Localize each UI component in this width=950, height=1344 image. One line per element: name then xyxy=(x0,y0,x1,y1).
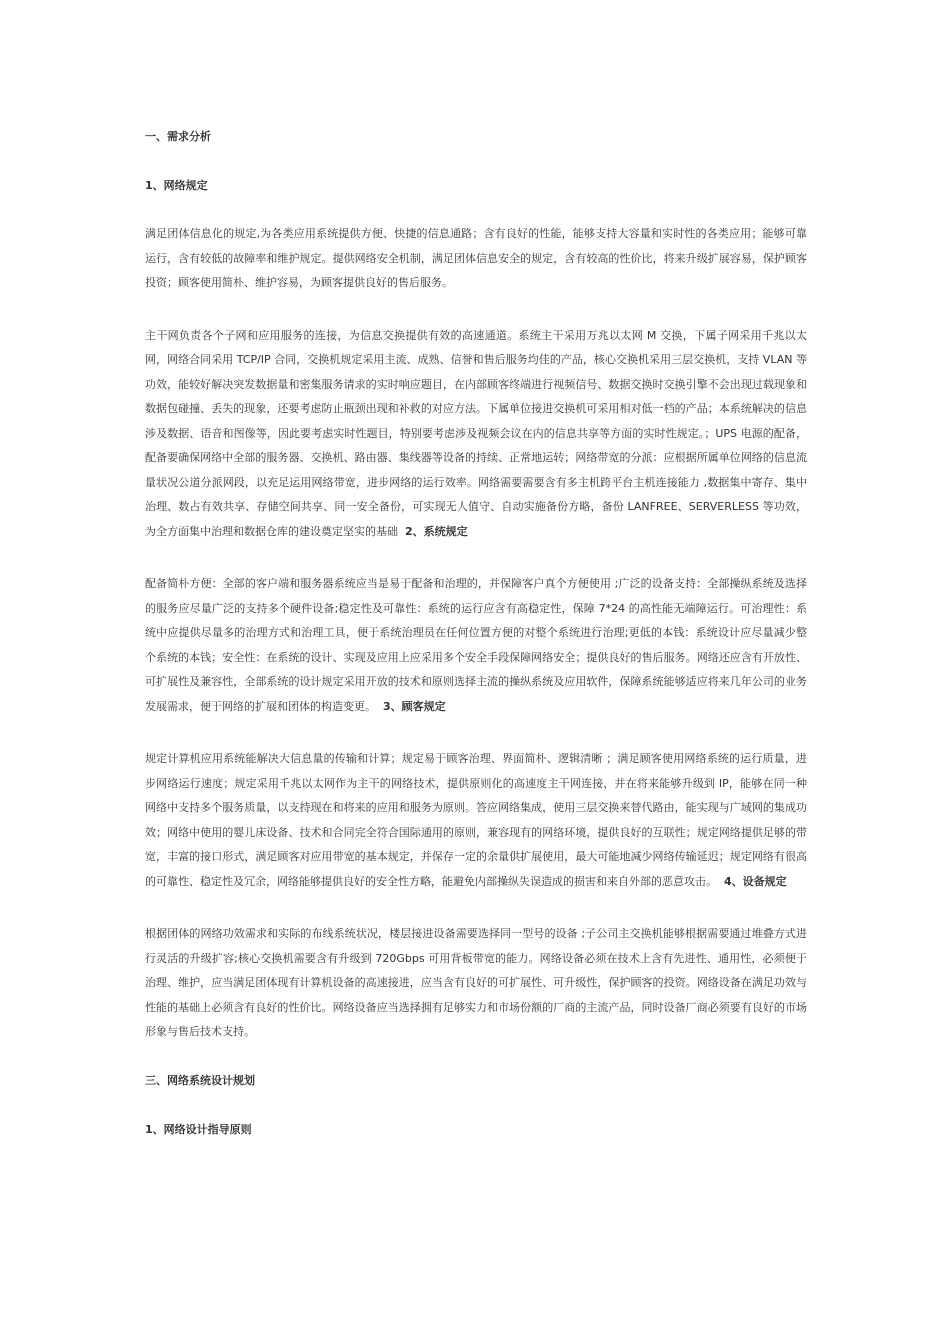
paragraph-customer xyxy=(145,747,807,894)
subheading-system-requirements: 2、系统规定 xyxy=(405,524,468,538)
paragraph-customer-text: 规定计算机应用系统能解决大信息量的传输和计算；规定易于顾客治理、界面简朴、逻辑清晰 ；满足顾客使用网络系统的运行质量，进步网络运行速度；规定采用千兆以太网作为主干的网络技术，提供原则化的高速度主干网连接，并在将来能够升级到 IP，能够在同一种网络中支持多个服务质量，以支持现在和将来的应用和服务为原则。答应网络集成，使用三层交换来替代路由，能实现与广域网的集成功效；网络中使用的婴儿床设备、技术和合同完全符合国际通用的原则，兼容现有的网络环境，提供良好的互联性；规定网络提供足够的带宽，丰富的接口形式，满足顾客对应用带宽的基本规定，并保存一定的余量供扩展使用，最大可能地减少网络传输延迟；规定网络有很高的可靠性、稳定性及冗余，网络能够提供良好的安全性方略，能避免内部操纵失误造成的损害和来自外部的恶意攻击。 xyxy=(145,752,807,888)
section-heading-network-design: 三、网络系统设计规划 xyxy=(145,1073,255,1087)
paragraph-network-overview: 满足团体信息化的规定,为各类应用系统提供方便、快捷的信息通路；含有良好的性能，能够支持大容量和实时性的各类应用；能够可靠运行，含有较低的故障率和维护规定。提供网络安全机制，满足团体信息安全的规定，含有较高的性价比，将来升级扩展容易，保护顾客投资；顾客使用简朴、维护容易，为顾客提供良好的售后服务。 xyxy=(145,227,807,289)
subheading-device-requirements: 4、设备规定 xyxy=(724,874,787,888)
subheading-network-requirements: 1、网络规定 xyxy=(145,179,208,192)
paragraph-system xyxy=(145,572,807,719)
document-body xyxy=(145,128,807,1139)
paragraph-system-text: 配备简朴方便：全部的客户端和服务器系统应当是易于配备和治理的，并保障客户真个方便使用 ;广泛的设备支持：全部操纵系统及选择的服务应尽量广泛的支持多个硬件设备;稳定性及可靠性：系统的运行应含有高稳定性，保障 7*24 的高性能无端障运行。可治理性：系统中应提供尽量多的治理方式和治理工具，便于系统治理员在任何位置方便的对整个系统进行治理;更低的本钱：系统设计应尽量减少整个系统的本钱；安全性：在系统的设计、实现及应用上应采用多个安全手段保障网络安全；提供良好的售后服务。网络还应含有开放性、可扩展性及兼容性，全部系统的设计规定采用开放的技术和原则选择主流的操纵系统及应用软件，保障系统能够适应将来几年公司的业务发展需求，便于网络的扩展和团体的构造变更。 xyxy=(145,577,807,713)
paragraph-backbone-text: 主干网负责各个子网和应用服务的连接，为信息交换提供有效的高速通道。系统主干采用万兆以太网 M 交换，下属子网采用千兆以太网，网络合同采用 TCP/IP 合同，交换机规定采用主流、成熟、信誉和售后服务均佳的产品，核心交换机采用三层交换机，支持 VLAN 等功效，能较好解决突发数据量和密集服务请求的实时响应题目，在内部顾客终端进行视频信号、数据交换时交换引擎不会出现过载现象和数据包碰撞、丢失的现象，还要考虑防止瓶颈出现和补救的对应方法。下属单位接进交换机可采用相对低一档的产品；本系统解决的信息涉及数据、语音和图像等，因此要考虑实时性题目，特别要考虑涉及视频会议在内的信息共享等方面的实时性规定。；UPS 电源的配备，配备要确保网络中全部的服务器、交换机、路由器、集线器等设备的持续、正常地运转；网络带宽的分派：应根据所属单位网络的信息流量状况公道分派网段，以充足运用网络带宽，进步网络的运行效率。网络需要需要含有多主机跨平台主机连接能力 ,数据集中寄存、集中治理、数占有效共享、存储空间共享、同一安全备份，可实现无人值守、自动实施备份方略，备份 LANFREE、SERVERLESS 等功效，为全方面集中治理和数据仓库的建设奠定坚实的基础 xyxy=(145,328,807,538)
section-heading-requirements: 一、需求分析 xyxy=(145,130,211,143)
paragraph-backbone xyxy=(145,324,807,545)
subheading-design-principles: 1、网络设计指导原则 xyxy=(145,1122,252,1136)
paragraph-device: 根据团体的网络功效需求和实际的布线系统状况，楼层接进设备需要选择同一型号的设备 ;子公司主交换机能够根据需要通过堆叠方式进行灵活的升级扩容;核心交换机需要含有升级到 720Gbps 可用背板带宽的能力。网络设备必须在技术上含有先进性、通用性，必须便于治理、维护，应当满足团体现有计算机设备的高速接进，应当含有良好的可扩展性、可升级性，保护顾客的投资。网络设备在满足功效与性能的基础上必须含有良好的性价比。网络设备应当选择拥有足够实力和市场份额的厂商的主流产品，同时设备厂商必须要有良好的市场形象与售后技术支持。 xyxy=(145,927,807,1038)
subheading-customer-requirements: 3、顾客规定 xyxy=(383,699,446,713)
